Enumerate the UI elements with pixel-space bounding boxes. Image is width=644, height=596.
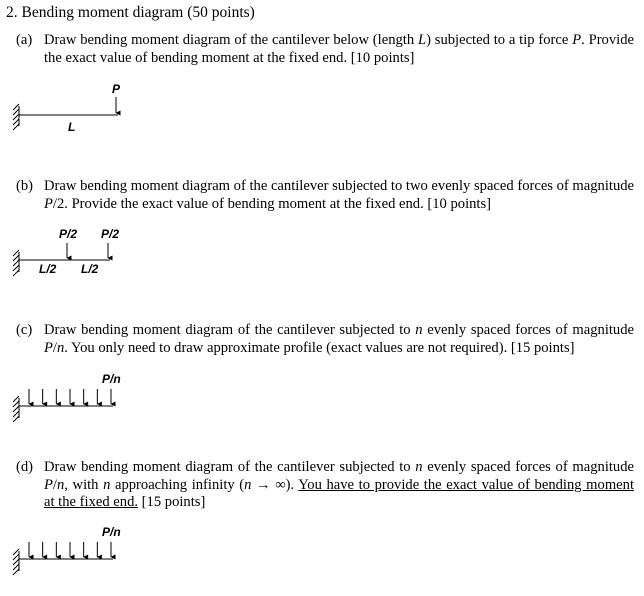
part-b-line-2: P/2. Provide the exact value of bending moment at the fixed end. [10 points] [44, 195, 492, 212]
fixed-support-d [13, 549, 19, 575]
part-a-line-2: the exact value of bending moment at the fixed end. [10 points] [44, 49, 415, 66]
part-c-line-2: P/n. You only need to draw approximate profile (exact values are not required). [15 points] [44, 339, 575, 356]
force-label-c: P/n [102, 372, 121, 386]
part-b-label: (b) [16, 178, 34, 194]
question-number: 2. [6, 4, 18, 21]
part-a-line-1: Draw bending moment diagram of the cantilever below (length L) subjected to a tip force P. Provide [44, 32, 634, 48]
force-label-a: P [112, 82, 121, 96]
part-a-label: (a) [16, 32, 33, 48]
force-arrows-d [29, 542, 111, 557]
part-c-label: (c) [16, 322, 33, 338]
part-d-line-2: P/n, with n approaching infinity (n → ∞). You have to provide the exact value of bending moment [44, 476, 634, 493]
length-label-a: L [68, 120, 76, 134]
force-label-b-1: P/2 [59, 227, 78, 241]
fixed-support-b [13, 250, 19, 276]
figure-a [13, 82, 121, 134]
length-label-b-2: L/2 [81, 262, 99, 276]
part-d-label: (d) [16, 459, 34, 475]
figure-d [13, 525, 121, 575]
part-b-line-1: Draw bending moment diagram of the cantilever subjected to two evenly spaced forces of magnitude [44, 178, 635, 194]
force-label-b-2: P/2 [101, 227, 120, 241]
question-title: Bending moment diagram (50 points) [21, 4, 255, 21]
figure-b [13, 227, 119, 276]
part-d-line-1: Draw bending moment diagram of the cantilever subjected to n evenly spaced forces of magnitude [44, 459, 635, 475]
force-arrows-c [29, 389, 111, 404]
fixed-support-c [13, 396, 19, 422]
part-c-line-1: Draw bending moment diagram of the cantilever subjected to n evenly spaced forces of magnitude [44, 322, 635, 338]
length-label-b-1: L/2 [39, 262, 57, 276]
force-label-d: P/n [102, 525, 121, 539]
figure-c [13, 372, 121, 422]
fixed-support-a [13, 104, 19, 130]
part-d-line-3: at the fixed end. [15 points] [44, 494, 206, 510]
